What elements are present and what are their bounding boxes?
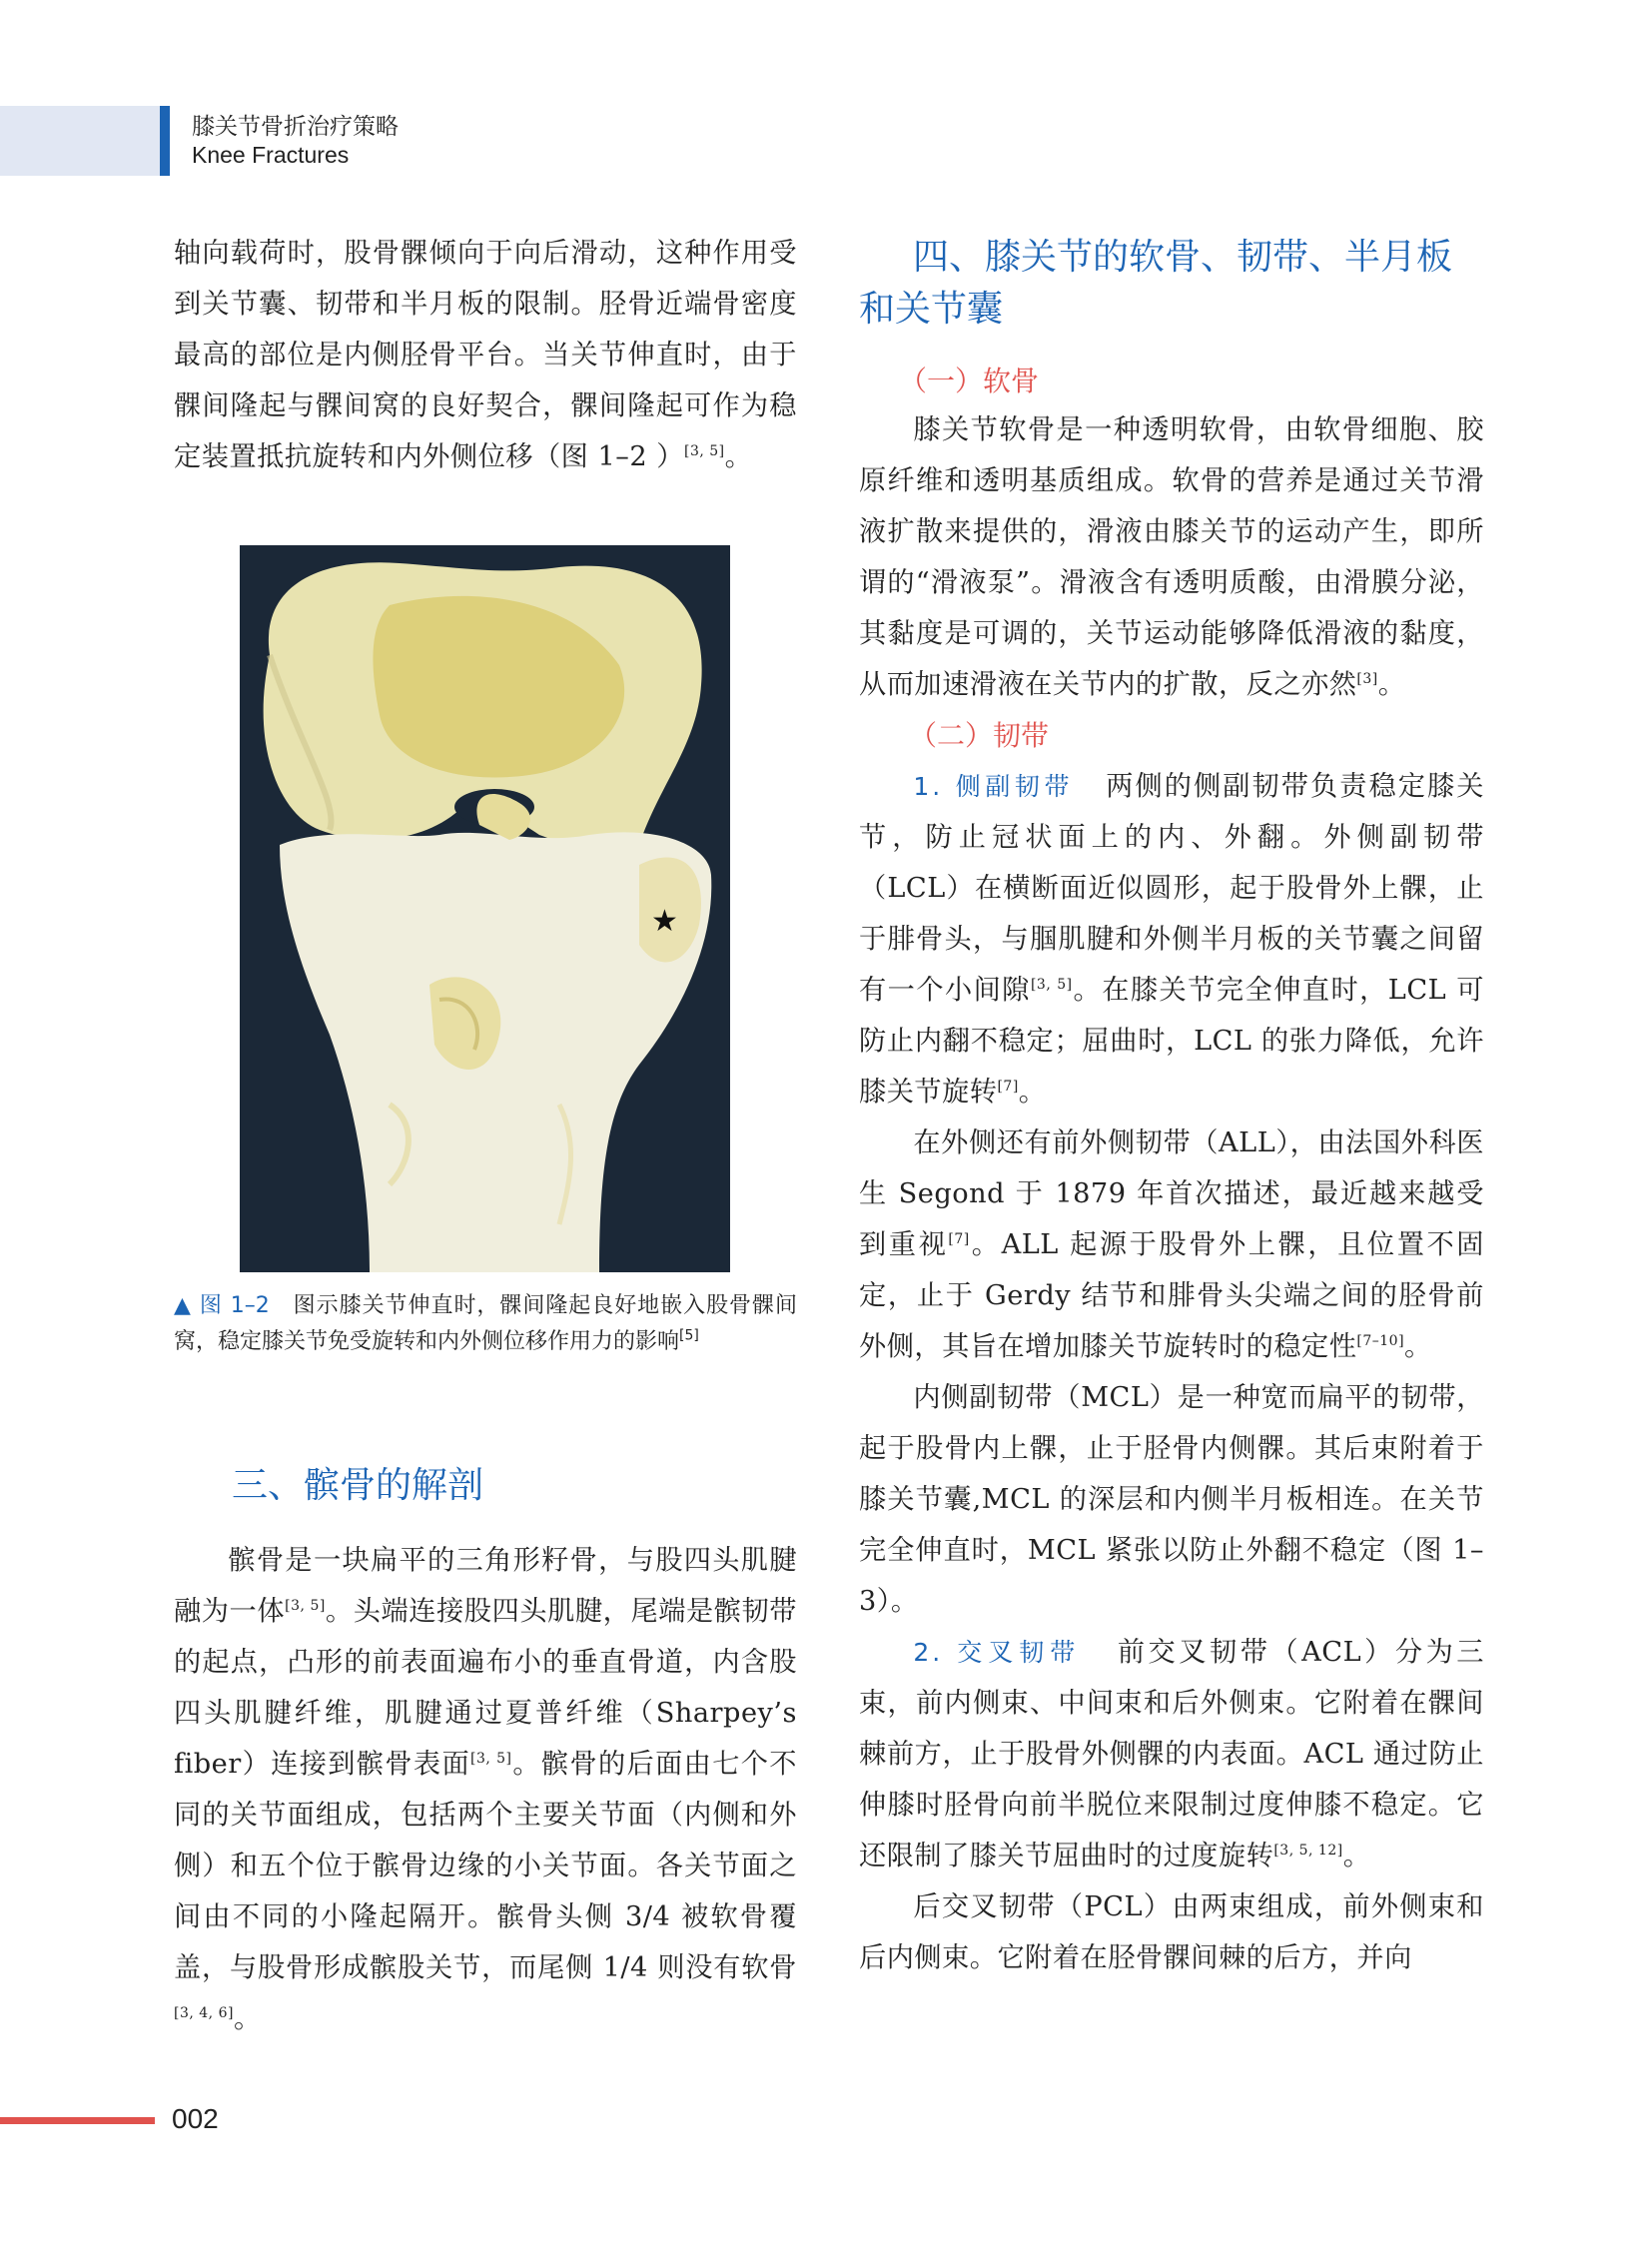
collateral-paragraph: 1. 侧副韧带 两侧的侧副韧带负责稳定膝关节，防止冠状面上的内、外翻。外侧副韧带（LCL）在横断面近似圆形，起于股骨外上髁，止于腓骨头，与腘肌腱和外侧半月板的关节囊之间留有一个小间隙[3, 5]。在膝关节完全伸直时，LCL 可防止内翻不稳定；屈曲时，LCL 的张力降低，允许膝关节旋转[7]。 bbox=[859, 771, 1484, 1108]
caption-ref: [5] bbox=[679, 1327, 699, 1344]
mcl-paragraph: 内侧副韧带（MCL）是一种宽而扁平的韧带，起于股骨内上髁，止于胫骨内侧髁。其后束附着于膝关节囊,MCL 的深层和内侧半月板相连。在关节完全伸直时，MCL 紧张以防止外翻不稳定（图 1–3）。 bbox=[859, 1382, 1484, 1617]
star-marker: ★ bbox=[651, 904, 678, 939]
caption-label: ▲ 图 1–2 bbox=[174, 1293, 270, 1318]
subheading-cartilage: （一）软骨 bbox=[899, 365, 1040, 397]
left-paragraph-2-block bbox=[174, 1535, 797, 2044]
subheading-ligament: （二）韧带 bbox=[909, 719, 1050, 752]
left-paragraph-1-block bbox=[174, 228, 797, 482]
header-accent-bar bbox=[160, 106, 170, 176]
page-number-bar bbox=[0, 2117, 155, 2124]
acl-paragraph: 2. 交叉韧带 前交叉韧带（ACL）分为三束，前内侧束、中间束和后外侧束。它附着在髁间棘前方，止于股骨外侧髁的内表面。ACL 通过防止伸膝时胫骨向前半脱位来限制过度伸膝不稳定。它还限制了膝关节屈曲时的过度旋转[3, 5, 12]。 bbox=[859, 1637, 1484, 1871]
collateral-heading: 1. 侧副韧带 bbox=[913, 772, 1075, 801]
section-heading-patella: 三、髌骨的解剖 bbox=[232, 1465, 484, 1506]
left-paragraph-1: 轴向载荷时，股骨髁倾向于向后滑动，这种作用受到关节囊、韧带和半月板的限制。胫骨近端骨密度最高的部位是内侧胫骨平台。当关节伸直时，由于髁间隆起与髁间窝的良好契合，髁间隆起可作为稳定装置抵抗旋转和内外侧位移（图 1–2 ）[3, 5]。 bbox=[174, 238, 797, 472]
running-title-cn: 膝关节骨折治疗策略 bbox=[192, 114, 399, 140]
right-text-block bbox=[859, 404, 1484, 1983]
pcl-paragraph: 后交叉韧带（PCL）由两束组成，前外侧束和后内侧束。它附着在胫骨髁间棘的后方，并向 bbox=[859, 1891, 1484, 1973]
cartilage-paragraph: 膝关节软骨是一种透明软骨，由软骨细胞、胶原纤维和透明基质组成。软骨的营养是通过关节滑液扩散来提供的，滑液由膝关节的运动产生，即所谓的“滑液泵”。滑液含有透明质酸，由滑膜分泌，其黏度是可调的，关节运动能够降低滑液的黏度，从而加速滑液在关节内的扩散，反之亦然[3]。 bbox=[859, 414, 1484, 700]
cruciate-heading: 2. 交叉韧带 bbox=[913, 1638, 1082, 1667]
section-heading-soft-tissue bbox=[859, 232, 1498, 336]
section-heading-line-1: 四、膝关节的软骨、韧带、半月板 bbox=[913, 237, 1453, 278]
page-number: 002 bbox=[172, 2103, 219, 2134]
all-paragraph: 在外侧还有前外侧韧带（ALL），由法国外科医生 Segond 于 1879 年首次描述，最近越来越受到重视[7]。ALL 起源于股骨外上髁，且位置不固定，止于 Gerdy 结节和腓骨头尖端之间的胫骨前外侧，其旨在增加膝关节旋转时的稳定性[7–10]。 bbox=[859, 1127, 1484, 1362]
caption-text: 图示膝关节伸直时，髁间隆起良好地嵌入股骨髁间窝，稳定膝关节免受旋转和内外侧位移作用力的影响 bbox=[174, 1293, 797, 1354]
running-title-en: Knee Fractures bbox=[192, 142, 350, 168]
figure-knee-photo bbox=[240, 545, 730, 1272]
section-heading-line-2: 和关节囊 bbox=[859, 289, 1004, 330]
patella-paragraph: 髌骨是一块扁平的三角形籽骨，与股四头肌腱融为一体[3, 5]。头端连接股四头肌腱，尾端是髌韧带的起点，凸形的前表面遍布小的垂直骨道，内含股四头肌腱纤维，肌腱通过夏普纤维（Sharpey’s fiber）连接到髌骨表面[3, 5]。髌骨的后面由七个不同的关节面组成，包括两个主要关节面（内侧和外侧）和五个位于髌骨边缘的小关节面。各关节面之间由不同的小隆起隔开。髌骨头侧 3/4 被软骨覆盖，与股骨形成髌股关节，而尾侧 1/4 则没有软骨[3, 4, 6]。 bbox=[174, 1545, 797, 2034]
figure-caption bbox=[174, 1288, 797, 1360]
header-band bbox=[0, 106, 160, 176]
